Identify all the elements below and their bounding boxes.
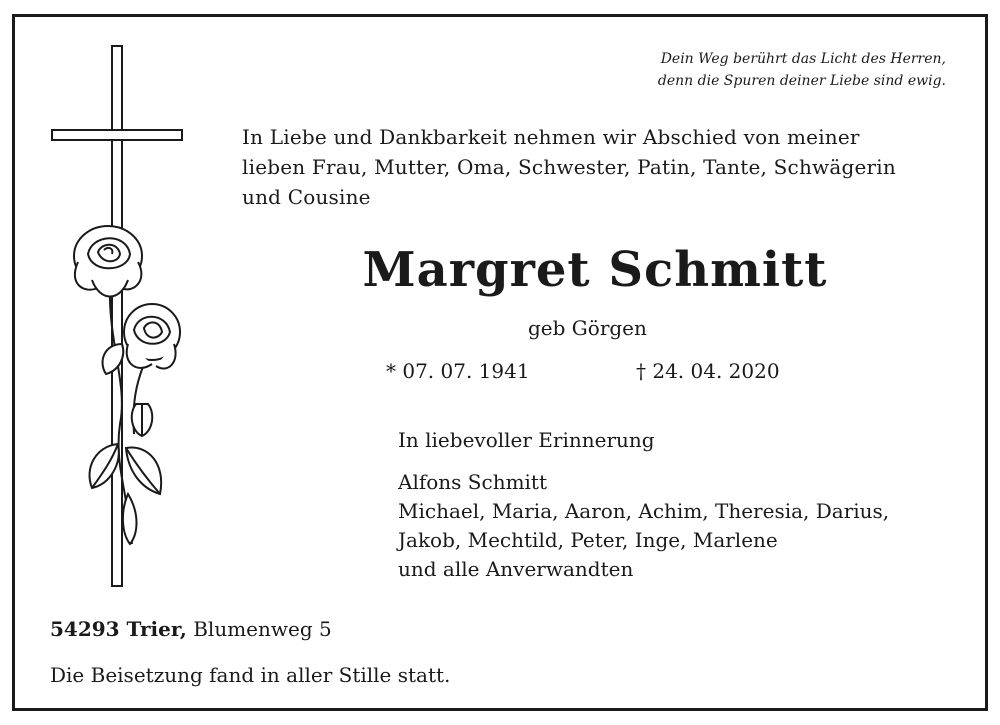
mourner-line: und alle Anverwandten: [398, 557, 634, 581]
funeral-note: Die Beisetzung fand in aller Stille statt.: [50, 663, 451, 687]
intro-line-3: und Cousine: [242, 185, 371, 209]
address: [50, 614, 332, 644]
deceased-name: Margret Schmitt: [362, 242, 828, 298]
intro-line-1: In Liebe und Dankbarkeit nehmen wir Abschied von meiner: [242, 125, 860, 149]
cross-with-roses-icon: [48, 44, 198, 589]
mourners-list: [398, 468, 889, 584]
motto: [526, 48, 946, 92]
mourner-line: Alfons Schmitt: [398, 470, 548, 494]
mourner-line: Michael, Maria, Aaron, Achim, Theresia, Darius,: [398, 499, 890, 523]
maiden-name: geb Görgen: [528, 316, 647, 340]
death-date: † 24. 04. 2020: [636, 359, 780, 383]
motto-line-1: Dein Weg berührt das Licht des Herren,: [660, 51, 946, 67]
birth-date: * 07. 07. 1941: [386, 359, 530, 383]
mourner-line: Jakob, Mechtild, Peter, Inge, Marlene: [398, 528, 778, 552]
intro-text: [242, 122, 962, 212]
intro-line-2: lieben Frau, Mutter, Oma, Schwester, Patin, Tante, Schwägerin: [242, 155, 896, 179]
address-postcode-city: 54293 Trier,: [50, 617, 187, 641]
motto-line-2: denn die Spuren deiner Liebe sind ewig.: [657, 73, 946, 89]
memory-line: In liebevoller Erinnerung: [398, 428, 655, 452]
address-street: Blumenweg 5: [193, 617, 332, 641]
